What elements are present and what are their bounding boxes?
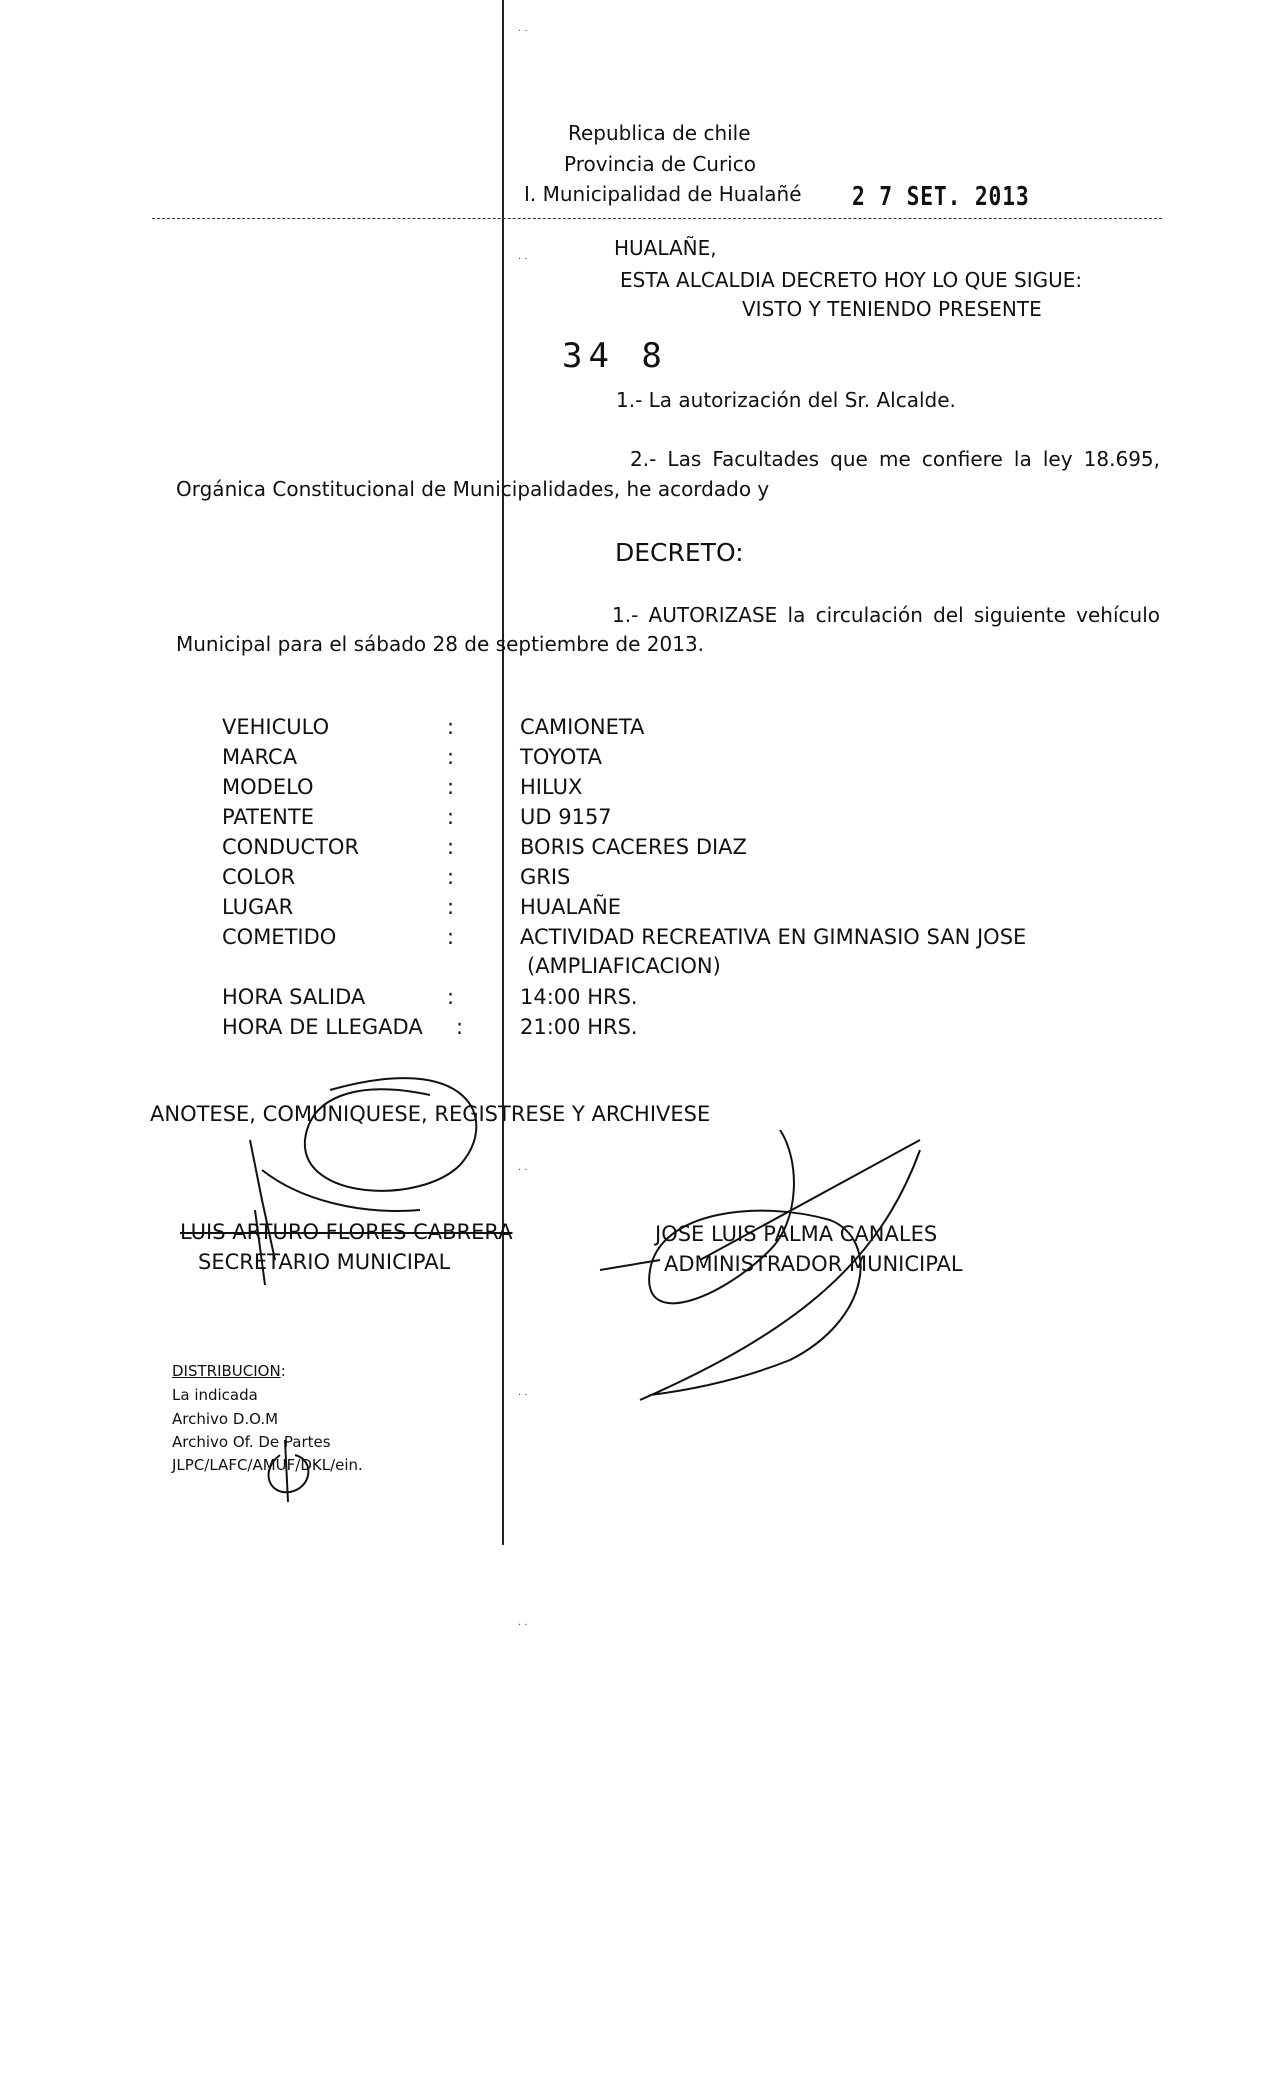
consideration-2-line2: Orgánica Constitucional de Municipalidades, he acordado y <box>176 477 770 501</box>
consideration-1: 1.- La autorización del Sr. Alcalde. <box>616 388 956 412</box>
left-signer-title: SECRETARIO MUNICIPAL <box>198 1250 451 1274</box>
vehicle-row-label: HORA SALIDA <box>222 985 366 1009</box>
vehicle-row-colon: : <box>447 925 455 949</box>
vehicle-row-value: ACTIVIDAD RECREATIVA EN GIMNASIO SAN JOSE <box>520 925 1027 949</box>
scan-speck: · · <box>518 26 528 37</box>
vehicle-row-colon: : <box>447 805 455 829</box>
vehicle-row-colon: : <box>447 835 455 859</box>
scan-speck: · · <box>518 1620 528 1631</box>
vehicle-row-colon: : <box>447 745 455 769</box>
header-country: Republica de chile <box>568 121 751 145</box>
vehicle-row-label: COLOR <box>222 865 296 889</box>
vehicle-row-colon: : <box>447 895 455 919</box>
vehicle-row-value: HUALAÑE <box>520 895 622 919</box>
initials-mark-icon <box>269 1440 309 1502</box>
vehicle-row-label: VEHICULO <box>222 715 330 739</box>
vehicle-row-label: PATENTE <box>222 805 314 829</box>
visto-line: VISTO Y TENIENDO PRESENTE <box>742 297 1042 321</box>
distribution-heading: DISTRIBUCION: <box>172 1362 286 1380</box>
right-signature-icon <box>600 1130 920 1400</box>
vehicle-row-value-continued: (AMPLIAFICACION) <box>527 954 721 978</box>
right-signer-name: JOSE LUIS PALMA CANALES <box>655 1222 938 1246</box>
vehicle-row-value: HILUX <box>520 775 583 799</box>
decreto-item1-line1: 1.- AUTORIZASE la circulación del siguiente vehículo <box>612 603 1160 627</box>
vehicle-row-value: GRIS <box>520 865 571 889</box>
vehicle-row-label: CONDUCTOR <box>222 835 360 859</box>
left-signature-icon <box>250 1078 476 1285</box>
distribution-item: Archivo Of. De Partes <box>172 1433 331 1451</box>
right-signer-title: ADMINISTRADOR MUNICIPAL <box>664 1252 963 1276</box>
vehicle-row-value: TOYOTA <box>520 745 602 769</box>
vehicle-row-value: 21:00 HRS. <box>520 1015 638 1039</box>
vehicle-row-label: MODELO <box>222 775 314 799</box>
scan-speck: · · <box>518 1390 528 1401</box>
scan-speck: · · <box>518 254 528 265</box>
place-heading: HUALAÑE, <box>614 236 717 260</box>
vehicle-row-label: COMETIDO <box>222 925 337 949</box>
vehicle-row-value: BORIS CACERES DIAZ <box>520 835 747 859</box>
vehicle-row-colon: : <box>447 775 455 799</box>
vehicle-row-colon: : <box>447 985 455 1009</box>
vehicle-row-value: 14:00 HRS. <box>520 985 638 1009</box>
header-province: Provincia de Curico <box>564 152 756 176</box>
decree-number: 34 8 <box>562 336 668 376</box>
vehicle-row-colon: : <box>456 1015 464 1039</box>
left-signer-name: LUIS ARTURO FLORES CABRERA <box>180 1220 513 1244</box>
consideration-2-line1: 2.- Las Facultades que me confiere la ley 18.695, <box>630 447 1160 471</box>
vehicle-row-value: CAMIONETA <box>520 715 645 739</box>
vehicle-row-value: UD 9157 <box>520 805 612 829</box>
distribution-item: Archivo D.O.M <box>172 1410 279 1428</box>
vehicle-row-colon: : <box>447 715 455 739</box>
distribution-item: JLPC/LAFC/AMUF/DKL/ein. <box>172 1456 363 1474</box>
vehicle-row-label: HORA DE LLEGADA <box>222 1015 423 1039</box>
decreto-item1-line2: Municipal para el sábado 28 de septiembre de 2013. <box>176 632 705 656</box>
header-municipality: I. Municipalidad de Hualañé <box>524 182 802 206</box>
distribution-item: La indicada <box>172 1386 258 1404</box>
date-stamp: 2 7 SET. 2013 <box>852 182 1030 212</box>
vehicle-row-colon: : <box>447 865 455 889</box>
decree-opening: ESTA ALCALDIA DECRETO HOY LO QUE SIGUE: <box>620 268 1083 292</box>
scan-speck: · · <box>518 1165 528 1176</box>
vehicle-row-label: MARCA <box>222 745 298 769</box>
closing-formula: ANOTESE, COMUNIQUESE, REGISTRESE Y ARCHIVESE <box>150 1102 711 1126</box>
decreto-title: DECRETO: <box>615 538 744 567</box>
vehicle-row-label: LUGAR <box>222 895 294 919</box>
